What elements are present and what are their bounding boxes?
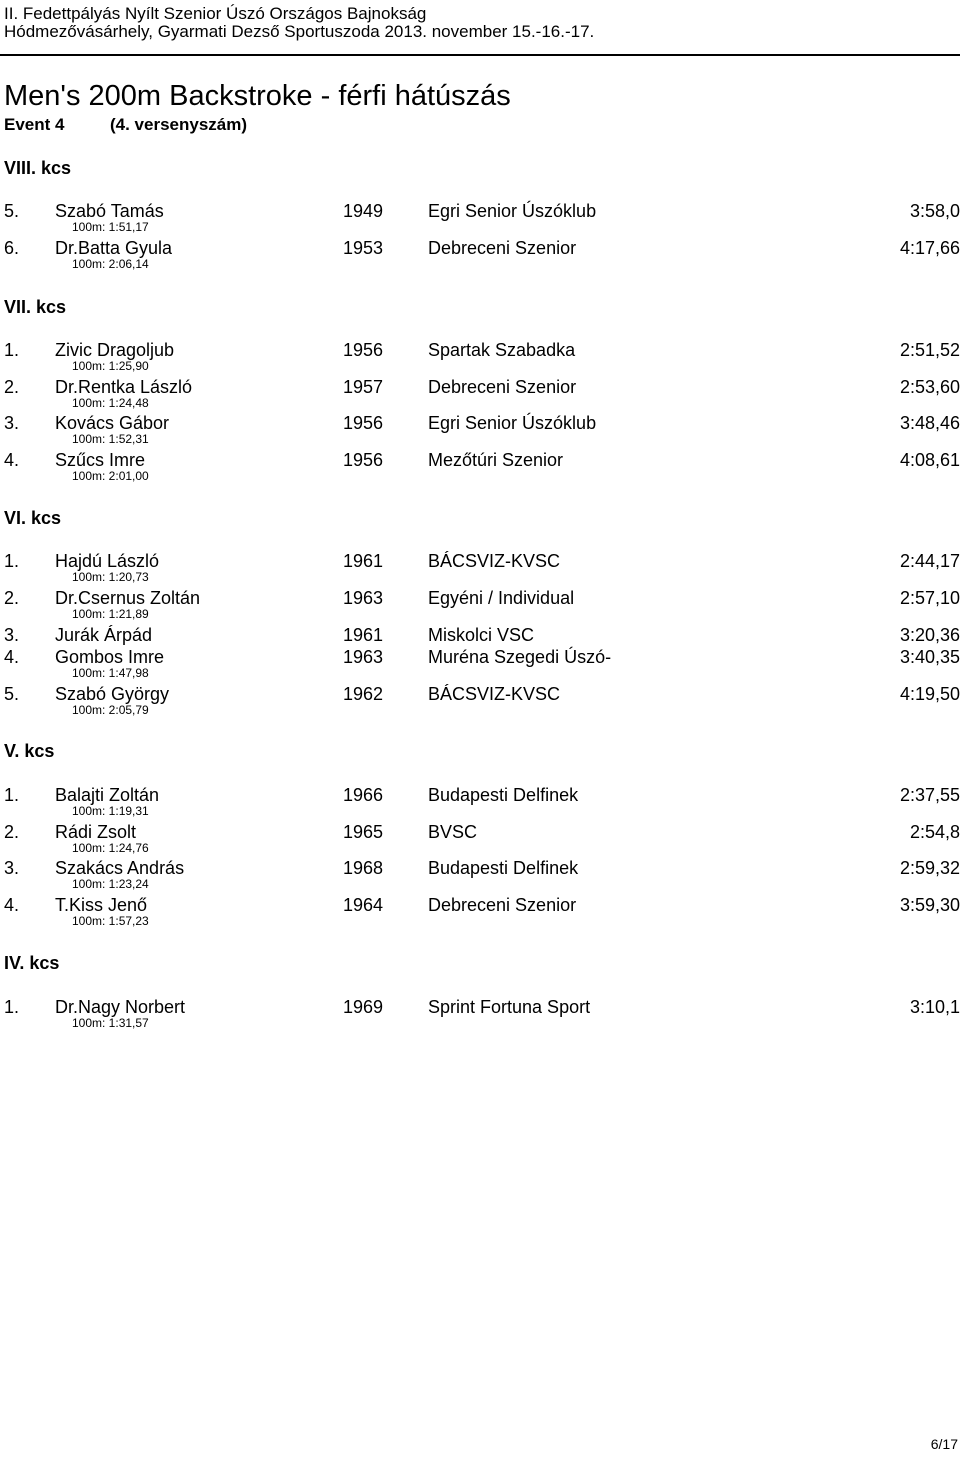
swimmer-name: Szakács András: [55, 858, 185, 878]
final-time: 4:19,50: [899, 684, 960, 704]
result-row: [0, 857, 960, 879]
swimmer-name: Szűcs Imre: [55, 450, 146, 470]
final-time: 2:51,52: [899, 340, 960, 360]
club-name: BÁCSVIZ-KVSC: [428, 684, 561, 704]
club-name: Debreceni Szenior: [428, 377, 577, 397]
birth-year: 1956: [343, 340, 384, 360]
result-place: 3.: [4, 858, 20, 878]
result-row: [0, 821, 960, 843]
result-place: 1.: [4, 551, 20, 571]
swimmer-name: Jurák Árpád: [55, 625, 153, 645]
final-time: 2:54,8: [909, 822, 960, 842]
birth-year: 1969: [343, 997, 384, 1017]
club-name: BVSC: [428, 822, 478, 842]
event-label: Event 4: [4, 115, 65, 134]
split-time: 100m: 2:01,00: [72, 469, 149, 483]
club-name: Spartak Szabadka: [428, 340, 576, 360]
result-row: [0, 587, 960, 609]
club-name: Budapesti Delfinek: [428, 785, 579, 805]
final-time: 2:53,60: [899, 377, 960, 397]
category-heading: VI. kcs: [4, 508, 62, 528]
final-time: 3:40,35: [899, 647, 960, 667]
result-place: 2.: [4, 822, 20, 842]
split-time: 100m: 1:52,31: [72, 432, 149, 446]
result-row: [0, 784, 960, 806]
split-time: 100m: 1:25,90: [72, 359, 149, 373]
club-name: Mezőtúri Szenior: [428, 450, 564, 470]
birth-year: 1956: [343, 450, 384, 470]
final-time: 3:10,1: [909, 997, 960, 1017]
club-name: Debreceni Szenior: [428, 238, 577, 258]
birth-year: 1949: [343, 201, 384, 221]
result-place: 4.: [4, 647, 20, 667]
result-row: [0, 339, 960, 361]
club-name: Egyéni / Individual: [428, 588, 575, 608]
category-heading: V. kcs: [4, 741, 55, 761]
swimmer-name: Dr.Rentka László: [55, 377, 193, 397]
result-row: [0, 200, 960, 222]
club-name: Egri Senior Úszóklub: [428, 201, 597, 221]
final-time: 2:59,32: [899, 858, 960, 878]
birth-year: 1966: [343, 785, 384, 805]
club-name: Debreceni Szenior: [428, 895, 577, 915]
category-heading: VIII. kcs: [4, 158, 72, 178]
category-heading: VII. kcs: [4, 297, 67, 317]
result-row: [0, 550, 960, 572]
page-number: 6/17: [930, 1436, 958, 1452]
split-time: 100m: 1:57,23: [72, 914, 149, 928]
split-time: 100m: 1:24,76: [72, 841, 149, 855]
club-name: BÁCSVIZ-KVSC: [428, 551, 561, 571]
split-time: 100m: 1:31,57: [72, 1016, 149, 1030]
meet-venue-date: Hódmezővásárhely, Gyarmati Dezső Sportuszoda 2013. november 15.-16.-17.: [4, 22, 595, 41]
result-row: [0, 624, 960, 646]
final-time: 3:48,46: [899, 413, 960, 433]
final-time: 3:20,36: [899, 625, 960, 645]
final-time: 3:59,30: [899, 895, 960, 915]
result-row: [0, 237, 960, 259]
event-number: (4. versenyszám): [110, 115, 248, 134]
final-time: 2:37,55: [899, 785, 960, 805]
swimmer-name: Dr.Csernus Zoltán: [55, 588, 201, 608]
header-rule: [0, 54, 960, 56]
swimmer-name: Balajti Zoltán: [55, 785, 160, 805]
split-time: 100m: 1:23,24: [72, 877, 149, 891]
birth-year: 1963: [343, 588, 384, 608]
result-row: [0, 894, 960, 916]
result-place: 3.: [4, 413, 20, 433]
swimmer-name: Dr.Batta Gyula: [55, 238, 173, 258]
final-time: 2:44,17: [899, 551, 960, 571]
club-name: Sprint Fortuna Sport: [428, 997, 591, 1017]
result-row: [0, 412, 960, 434]
split-time: 100m: 1:51,17: [72, 220, 149, 234]
split-time: 100m: 2:05,79: [72, 703, 149, 717]
club-name: Miskolci VSC: [428, 625, 535, 645]
swimmer-name: Szabó György: [55, 684, 170, 704]
result-place: 3.: [4, 625, 20, 645]
split-time: 100m: 1:19,31: [72, 804, 149, 818]
swimmer-name: Kovács Gábor: [55, 413, 170, 433]
result-place: 5.: [4, 684, 20, 704]
result-place: 4.: [4, 450, 20, 470]
swimmer-name: Rádi Zsolt: [55, 822, 137, 842]
result-row: [0, 376, 960, 398]
split-time: 100m: 1:21,89: [72, 607, 149, 621]
swimmer-name: Hajdú László: [55, 551, 160, 571]
birth-year: 1961: [343, 625, 384, 645]
birth-year: 1963: [343, 647, 384, 667]
split-time: 100m: 1:47,98: [72, 666, 149, 680]
result-place: 6.: [4, 238, 20, 258]
swimmer-name: Dr.Nagy Norbert: [55, 997, 186, 1017]
final-time: 4:08,61: [899, 450, 960, 470]
result-place: 1.: [4, 340, 20, 360]
split-time: 100m: 1:20,73: [72, 570, 149, 584]
result-place: 2.: [4, 377, 20, 397]
event-subtitle: [4, 115, 248, 135]
birth-year: 1956: [343, 413, 384, 433]
split-time: 100m: 2:06,14: [72, 257, 149, 271]
birth-year: 1968: [343, 858, 384, 878]
result-place: 5.: [4, 201, 20, 221]
result-row: [0, 646, 960, 668]
final-time: 3:58,0: [909, 201, 960, 221]
swimmer-name: Gombos Imre: [55, 647, 165, 667]
club-name: Budapesti Delfinek: [428, 858, 579, 878]
final-time: 4:17,66: [899, 238, 960, 258]
birth-year: 1953: [343, 238, 384, 258]
result-row: [0, 683, 960, 705]
result-place: 1.: [4, 997, 20, 1017]
split-time: 100m: 1:24,48: [72, 396, 149, 410]
club-name: Egri Senior Úszóklub: [428, 413, 597, 433]
swimmer-name: Zivic Dragoljub: [55, 340, 175, 360]
category-heading: IV. kcs: [4, 953, 60, 973]
birth-year: 1964: [343, 895, 384, 915]
birth-year: 1961: [343, 551, 384, 571]
result-place: 2.: [4, 588, 20, 608]
birth-year: 1957: [343, 377, 384, 397]
result-place: 1.: [4, 785, 20, 805]
birth-year: 1962: [343, 684, 384, 704]
birth-year: 1965: [343, 822, 384, 842]
result-row: [0, 449, 960, 471]
final-time: 2:57,10: [899, 588, 960, 608]
event-title: Men's 200m Backstroke - férfi hátúszás: [4, 80, 511, 112]
swimmer-name: Szabó Tamás: [55, 201, 164, 221]
swimmer-name: T.Kiss Jenő: [55, 895, 148, 915]
club-name: Muréna Szegedi Úszó-: [428, 647, 612, 667]
result-place: 4.: [4, 895, 20, 915]
result-row: [0, 996, 960, 1018]
meet-title: II. Fedettpályás Nyílt Szenior Úszó Országos Bajnokság: [4, 4, 427, 23]
